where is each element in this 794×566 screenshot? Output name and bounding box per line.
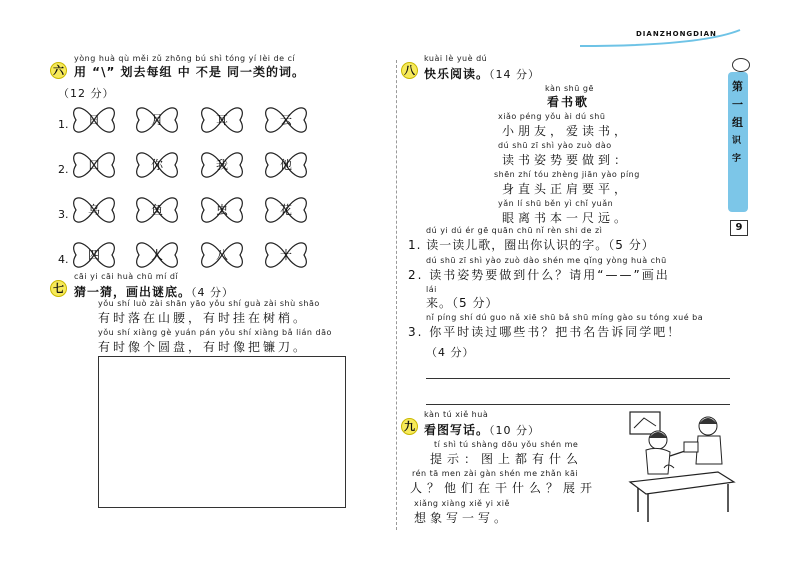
s8-title: 快乐阅读。 <box>424 67 490 81</box>
butterfly-word[interactable]: 我 <box>200 148 244 182</box>
butterfly-word[interactable]: 耳 <box>200 103 244 137</box>
butterfly-word[interactable]: 日 <box>72 103 116 137</box>
butterfly-word[interactable]: 人 <box>135 238 179 272</box>
s7-score: （4 分） <box>191 286 235 299</box>
answer-line[interactable] <box>426 404 730 405</box>
row-number: 1. <box>58 118 69 131</box>
riddle-line1: 有时落在山腰，有时挂在树梢。 <box>98 311 309 325</box>
s7-pinyin: cāi yi cāi huà chū mí dǐ <box>74 272 179 281</box>
question-1: 1. 读一读儿歌，圈出你认识的字。（5 分） <box>408 238 655 252</box>
butterfly-word[interactable]: 四 <box>72 238 116 272</box>
riddle-line2-pinyin: yǒu shí xiàng gè yuán pán yǒu shí xiàng bǎ lián dāo <box>98 328 332 337</box>
answer-line[interactable] <box>426 378 730 379</box>
hint-line3-pinyin: xiǎng xiàng xiě yi xiě <box>414 499 510 508</box>
hint-line1: 提示：图上都有什么 <box>430 452 584 466</box>
row-number: 2. <box>58 163 69 176</box>
s6-score: （12 分） <box>58 87 115 100</box>
butterfly-word[interactable]: 八 <box>200 238 244 272</box>
side-label: 第 一 组 识 字 <box>732 80 743 164</box>
question-3: 3. 你平时读过哪些书？把书名告诉同学吧！ <box>408 325 682 339</box>
side-tab <box>728 30 750 233</box>
poem-line-pinyin: xiǎo péng yǒu ài dú shū <box>498 112 606 121</box>
butterfly-word[interactable]: 十 <box>264 238 308 272</box>
kids-at-table-illustration <box>624 408 738 524</box>
hint-line3: 想象写一写。 <box>414 511 511 525</box>
s6-title: 用 “\” 划去每组 中 不是 同一类的词。 <box>74 65 306 79</box>
poem-title-pinyin: kàn shū gē <box>545 84 594 93</box>
butterfly-word[interactable]: 口 <box>72 148 116 182</box>
s8-score: （14 分） <box>489 68 541 81</box>
butterfly-word[interactable]: 云 <box>264 103 308 137</box>
s8-heading <box>424 63 540 82</box>
hint-line2-pinyin: rén tā men zài gàn shén me zhǎn kāi <box>412 469 579 478</box>
s9-title: 看图写话。 <box>424 423 490 437</box>
poem-line: 身直头正肩要平， <box>502 182 631 196</box>
header-curve <box>580 28 750 58</box>
riddle-line1-pinyin: yǒu shí luò zài shān yāo yǒu shí guà zài shù shāo <box>98 299 320 308</box>
q2b-pinyin: lái <box>426 285 437 294</box>
q3-pinyin: nǐ píng shí dú guo nǎ xiē shū bǎ shū míng gào su tóng xué ba <box>426 313 704 322</box>
s7-badge: 七 <box>50 280 67 297</box>
butterfly-word[interactable]: 你 <box>135 148 179 182</box>
q2-pinyin: dú shū zī shì yào zuò dào shén me qǐng yòng huà chū <box>426 256 667 265</box>
poem-line-pinyin: dú shū zī shì yào zuò dào <box>498 141 612 150</box>
poem-title: 看书歌 <box>547 95 590 109</box>
butterfly-word[interactable]: 乌 <box>72 193 116 227</box>
poem-line-pinyin: shēn zhí tóu zhèng jiān yào píng <box>494 170 640 179</box>
brand-header: DIANZHONGDIAN <box>636 30 717 38</box>
s8-badge: 八 <box>401 62 418 79</box>
question-3-score: （4 分） <box>426 346 475 359</box>
q1-pinyin: dú yi dú ér gē quān chū nǐ rèn shi de zì <box>426 226 603 235</box>
poem-line: 小朋友，爱读书， <box>502 124 631 138</box>
poem-line: 眼离书本一尺远。 <box>502 211 631 225</box>
question-2-cont: 来。（5 分） <box>426 296 499 310</box>
row-number: 4. <box>58 253 69 266</box>
hint-line2: 人？他们在干什么？展开 <box>410 481 598 495</box>
butterfly-word[interactable]: 他 <box>264 148 308 182</box>
s9-pinyin: kàn tú xiě huà <box>424 410 489 419</box>
poem-line: 读书姿势要做到： <box>502 153 631 167</box>
page-divider <box>396 60 397 530</box>
s8-pinyin: kuài lè yuè dú <box>424 54 488 63</box>
butterfly-word[interactable]: 花 <box>264 193 308 227</box>
s6-badge: 六 <box>50 62 67 79</box>
question-2: 2. 读书姿势要做到什么？请用“——”画出 <box>408 268 670 282</box>
s7-title: 猜一猜，画出谜底。 <box>74 285 192 299</box>
riddle-line2: 有时像个圆盘，有时像把镰刀。 <box>98 340 309 354</box>
s9-score: （10 分） <box>489 424 541 437</box>
butterfly-word[interactable]: 鱼 <box>135 193 179 227</box>
drawing-box[interactable] <box>98 356 346 508</box>
s7-heading <box>74 281 234 300</box>
poem-line-pinyin: yǎn lí shū běn yì chǐ yuǎn <box>498 199 614 208</box>
row-number: 3. <box>58 208 69 221</box>
butterfly-word[interactable]: 月 <box>135 103 179 137</box>
page-number: 9 <box>730 220 748 236</box>
s9-badge: 九 <box>401 418 418 435</box>
butterfly-word[interactable]: 虫 <box>200 193 244 227</box>
s9-heading <box>424 419 540 438</box>
hint-line1-pinyin: tí shì tú shàng dōu yǒu shén me <box>434 440 579 449</box>
s6-pinyin: yòng huà qù měi zǔ zhōng bú shì tóng yí lèi de cí <box>74 54 296 63</box>
